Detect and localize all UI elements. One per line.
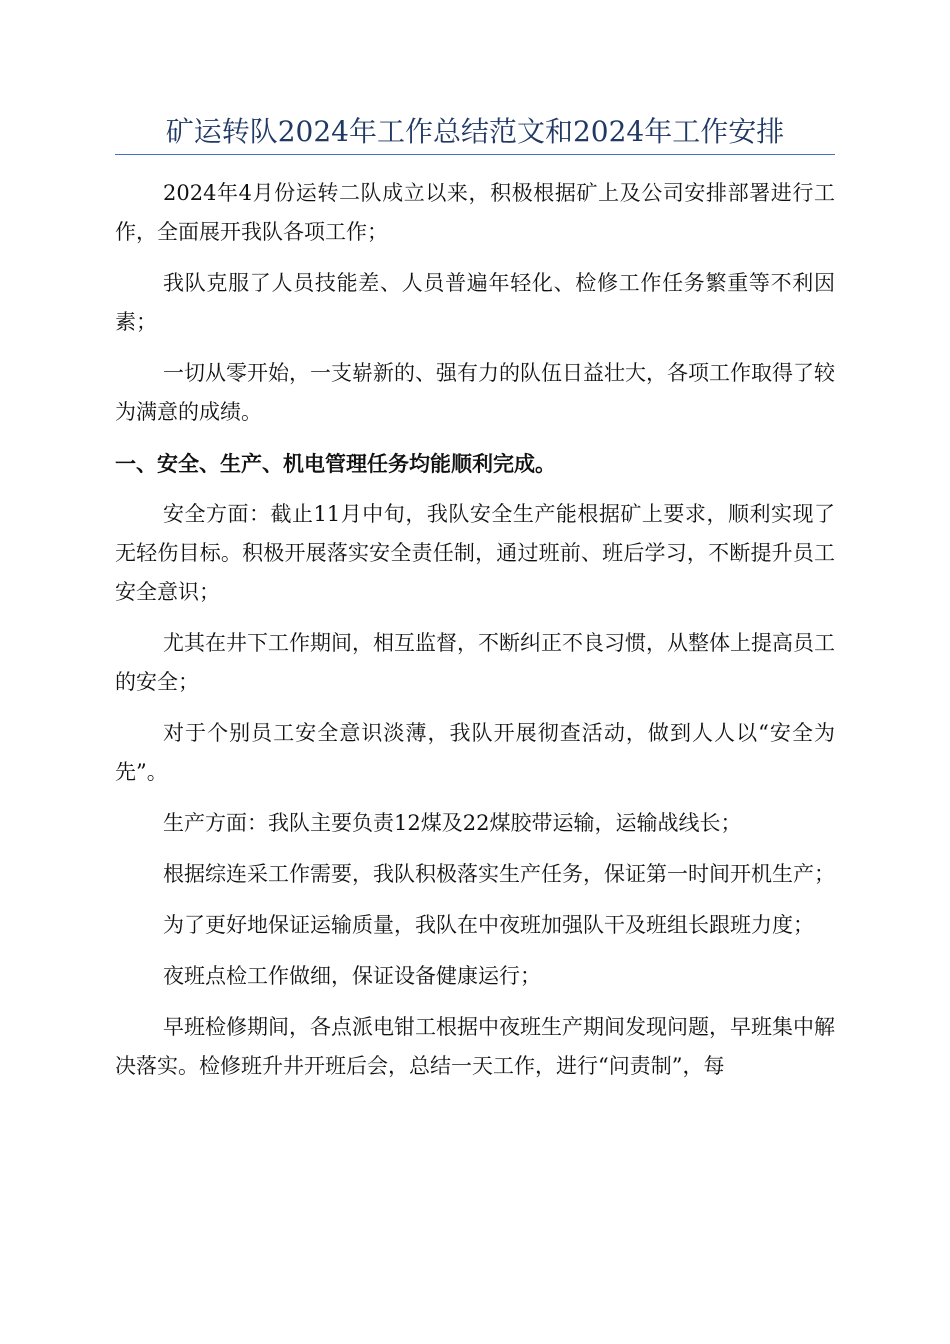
paragraph: 一切从零开始，一支崭新的、强有力的队伍日益壮大，各项工作取得了较为满意的成绩。 xyxy=(115,361,835,424)
paragraph: 早班检修期间，各点派电钳工根据中夜班生产期间发现问题，早班集中解决落实。检修班升井开班后会，总结一天工作，进行“问责制”，每 xyxy=(115,1015,835,1078)
paragraph: 夜班点检工作做细，保证设备健康运行； xyxy=(163,964,541,988)
paragraph: 生产方面：我队主要负责12煤及22煤胶带运输，运输战线长； xyxy=(163,811,742,835)
paragraph: 根据综连采工作需要，我队积极落实生产任务，保证第一时间开机生产； xyxy=(163,862,835,886)
section-heading: 一、安全、生产、机电管理任务均能顺利完成。 xyxy=(115,451,556,476)
paragraph: 对于个别员工安全意识淡薄，我队开展彻查活动，做到人人以“安全为先”。 xyxy=(115,721,835,784)
paragraph: 尤其在井下工作期间，相互监督，不断纠正不良习惯，从整体上提高员工的安全； xyxy=(115,631,835,694)
paragraph-intro: 2024年4月份运转二队成立以来，积极根据矿上及公司安排部署进行工作，全面展开我队各项工作； xyxy=(115,181,835,244)
paragraph: 我队克服了人员技能差、人员普遍年轻化、检修工作任务繁重等不利因素； xyxy=(115,271,835,334)
document-body xyxy=(115,174,835,1098)
title-underline xyxy=(115,154,835,155)
paragraph: 为了更好地保证运输质量，我队在中夜班加强队干及班组长跟班力度； xyxy=(163,913,814,937)
paragraph: 安全方面：截止11月中旬，我队安全生产能根据矿上要求，顺利实现了无轻伤目标。积极开展落实安全责任制，通过班前、班后学习，不断提升员工安全意识； xyxy=(115,502,835,604)
document-title: 矿运转队2024年工作总结范文和2024年工作安排 xyxy=(165,115,785,148)
